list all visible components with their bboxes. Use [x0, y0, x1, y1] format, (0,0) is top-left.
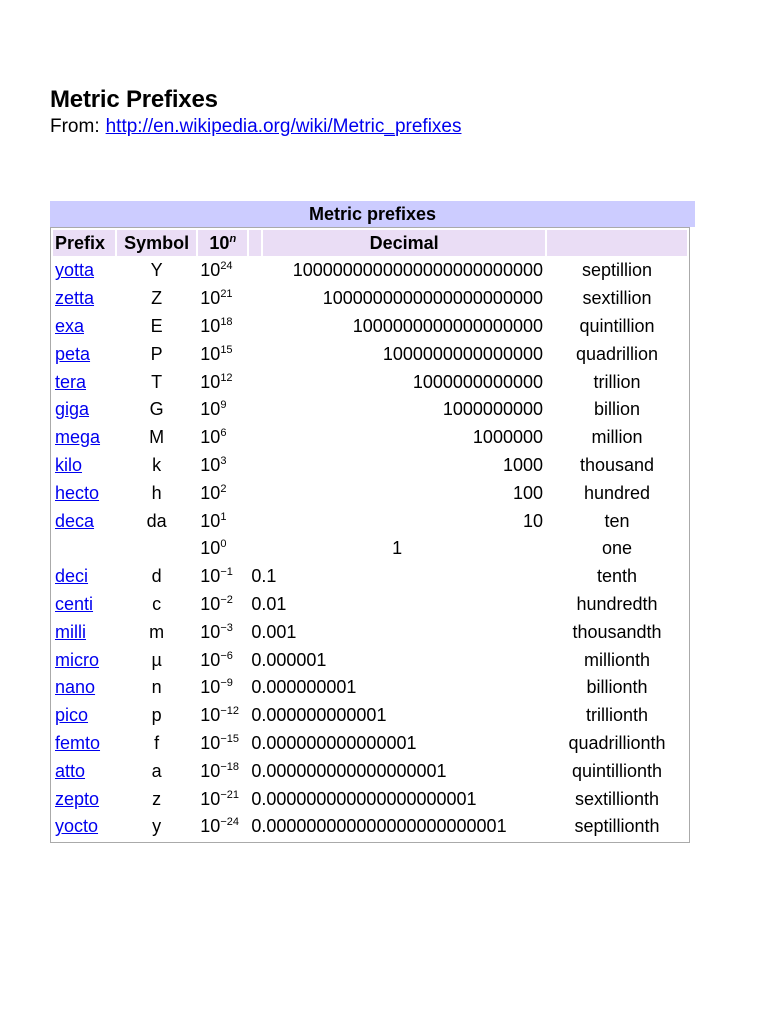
- cell-symbol: a: [151, 760, 162, 781]
- power-base: 10: [200, 399, 221, 420]
- cell-name: billion: [593, 399, 641, 420]
- cell-symbol: k: [152, 454, 162, 475]
- header-power-base: 10: [209, 232, 230, 253]
- prefix-link[interactable]: zetta: [55, 288, 95, 309]
- power-base: 10: [200, 677, 221, 698]
- table-row: [53, 425, 687, 451]
- cell-name: quintillionth: [571, 760, 663, 781]
- cell-decimal: 1: [392, 538, 403, 559]
- prefix-link[interactable]: deci: [55, 566, 89, 587]
- cell-symbol: E: [150, 315, 163, 336]
- cell-decimal: 1000000000: [442, 399, 543, 420]
- cell-decimal: 1000000000000000000: [352, 315, 543, 336]
- cell-symbol: c: [152, 593, 162, 614]
- cell-name: hundredth: [576, 593, 658, 614]
- cell-power: [198, 564, 247, 590]
- table-row: [53, 314, 687, 340]
- metric-prefixes-table-wrap: [50, 201, 695, 843]
- page-title: Metric Prefixes: [50, 86, 218, 113]
- cell-power: [198, 286, 247, 312]
- power-exponent: −9: [220, 677, 233, 690]
- cell-name: trillion: [593, 371, 641, 392]
- power-base: 10: [200, 760, 221, 781]
- cell-symbol: h: [151, 482, 162, 503]
- cell-name: quadrillion: [575, 343, 659, 364]
- table-row: [53, 341, 687, 367]
- power-exponent: 12: [220, 371, 233, 384]
- cell-prefix: [53, 536, 115, 562]
- cell-prefix[interactable]: [53, 314, 115, 340]
- header-name[interactable]: [547, 230, 687, 256]
- prefix-link[interactable]: deca: [55, 510, 95, 531]
- cell-decimal: 0.001: [251, 621, 297, 642]
- power-exponent: 24: [220, 260, 233, 273]
- cell-power: [198, 675, 247, 701]
- table-row: [53, 731, 687, 757]
- cell-symbol: f: [154, 732, 160, 753]
- table-row: [53, 703, 687, 729]
- power-base: 10: [200, 816, 221, 837]
- cell-prefix[interactable]: [53, 703, 115, 729]
- cell-power: [198, 647, 247, 673]
- prefix-link[interactable]: exa: [55, 315, 85, 336]
- cell-decimal: 0.1: [251, 566, 277, 587]
- table-row: [53, 786, 687, 812]
- power-base: 10: [200, 427, 221, 448]
- power-exponent: 18: [220, 315, 233, 328]
- power-base: 10: [200, 593, 221, 614]
- header-power[interactable]: [198, 230, 247, 256]
- cell-name: septillionth: [574, 816, 660, 837]
- table-row: [53, 369, 687, 395]
- cell-symbol: µ: [151, 649, 162, 670]
- prefix-link[interactable]: tera: [55, 371, 87, 392]
- power-exponent: −6: [220, 649, 233, 662]
- power-base: 10: [200, 343, 221, 364]
- cell-power: [198, 592, 247, 618]
- cell-name: ten: [604, 510, 630, 531]
- cell-symbol: G: [149, 399, 164, 420]
- table-row: [53, 592, 687, 618]
- cell-name: quadrillionth: [568, 732, 666, 753]
- cell-power: [198, 814, 247, 840]
- power-exponent: −21: [220, 788, 239, 801]
- cell-power: [198, 731, 247, 757]
- header-spacer: [249, 230, 261, 256]
- table-row: [53, 453, 687, 479]
- cell-decimal: 10: [522, 510, 543, 531]
- table-caption: Metric prefixes: [50, 201, 695, 227]
- table-row: [53, 564, 687, 590]
- power-base: 10: [200, 371, 221, 392]
- prefix-link[interactable]: yotta: [55, 260, 95, 281]
- power-exponent: 9: [220, 399, 227, 412]
- power-exponent: 0: [220, 538, 227, 551]
- cell-symbol: M: [149, 427, 165, 448]
- cell-name: millionth: [583, 649, 651, 670]
- power-base: 10: [200, 482, 221, 503]
- cell-decimal: 1000000000000000000000000: [292, 260, 543, 281]
- cell-symbol: p: [151, 705, 162, 726]
- prefix-link[interactable]: atto: [55, 760, 86, 781]
- table-row: [53, 397, 687, 423]
- cell-decimal: 1000000000000: [412, 371, 543, 392]
- prefix-link[interactable]: peta: [55, 343, 91, 364]
- table-row: [53, 536, 687, 562]
- prefix-link[interactable]: giga: [55, 399, 90, 420]
- table-row: [53, 619, 687, 645]
- cell-name: million: [591, 427, 643, 448]
- power-base: 10: [200, 288, 221, 309]
- power-base: 10: [200, 621, 221, 642]
- header-decimal[interactable]: Decimal: [263, 230, 545, 256]
- cell-decimal: 0.000000000000000001: [251, 760, 447, 781]
- prefix-link[interactable]: kilo: [55, 454, 83, 475]
- power-exponent: 1: [220, 510, 227, 523]
- cell-power: [198, 480, 247, 506]
- cell-symbol: P: [150, 343, 163, 364]
- source-label: From:: [50, 116, 100, 137]
- power-base: 10: [200, 566, 221, 587]
- cell-decimal: 1000000000000000000000: [322, 288, 543, 309]
- power-exponent: −15: [220, 732, 239, 745]
- cell-prefix[interactable]: [53, 480, 115, 506]
- power-base: 10: [200, 788, 221, 809]
- cell-prefix[interactable]: [53, 508, 115, 534]
- cell-decimal: 0.000000001: [251, 677, 357, 698]
- cell-power: [198, 536, 247, 562]
- cell-symbol: m: [149, 621, 165, 642]
- cell-prefix[interactable]: [53, 425, 115, 451]
- cell-symbol: d: [151, 566, 162, 587]
- power-base: 10: [200, 315, 221, 336]
- cell-symbol: n: [151, 677, 162, 698]
- metric-prefixes-table: [50, 227, 690, 843]
- cell-name: quintillion: [579, 315, 655, 336]
- cell-name: sextillionth: [574, 788, 660, 809]
- power-exponent: 2: [220, 482, 227, 495]
- table-row: [53, 508, 687, 534]
- cell-power: [198, 786, 247, 812]
- cell-decimal: 100: [512, 482, 543, 503]
- cell-power: [198, 258, 247, 284]
- cell-prefix[interactable]: [53, 453, 115, 479]
- cell-name: septillion: [581, 260, 653, 281]
- cell-name: thousandth: [572, 621, 662, 642]
- cell-symbol: z: [152, 788, 162, 809]
- prefix-link[interactable]: femto: [55, 732, 101, 753]
- cell-prefix[interactable]: [53, 369, 115, 395]
- power-exponent: −12: [220, 705, 239, 718]
- cell-power: [198, 619, 247, 645]
- cell-power: [198, 508, 247, 534]
- cell-prefix[interactable]: [53, 647, 115, 673]
- prefix-link[interactable]: centi: [55, 593, 94, 614]
- power-exponent: −24: [220, 816, 239, 829]
- table-row: [53, 286, 687, 312]
- cell-power: [198, 758, 247, 784]
- cell-prefix[interactable]: [53, 397, 115, 423]
- cell-power: [198, 453, 247, 479]
- cell-name: billionth: [586, 677, 648, 698]
- power-base: 10: [200, 649, 221, 670]
- power-base: 10: [200, 510, 221, 531]
- cell-prefix[interactable]: [53, 731, 115, 757]
- header-power-exp: n: [229, 232, 237, 245]
- power-base: 10: [200, 538, 221, 559]
- prefix-link[interactable]: hecto: [55, 482, 100, 503]
- cell-prefix[interactable]: [53, 286, 115, 312]
- cell-decimal: 0.000000000000000000000001: [251, 816, 507, 837]
- power-exponent: −1: [220, 566, 233, 579]
- source-line: [50, 116, 461, 138]
- cell-decimal: 1000: [502, 454, 543, 475]
- cell-prefix[interactable]: [53, 592, 115, 618]
- prefix-link[interactable]: nano: [55, 677, 96, 698]
- power-base: 10: [200, 260, 221, 281]
- cell-decimal: 1000000: [472, 427, 543, 448]
- table-row: [53, 258, 687, 284]
- header-row: [53, 230, 687, 256]
- cell-prefix[interactable]: [53, 758, 115, 784]
- prefix-link[interactable]: zepto: [55, 788, 100, 809]
- power-exponent: 15: [220, 343, 233, 356]
- cell-prefix[interactable]: [53, 564, 115, 590]
- table-body: [53, 258, 687, 840]
- prefix-link[interactable]: yocto: [55, 816, 99, 837]
- prefix-link[interactable]: micro: [55, 649, 99, 670]
- cell-prefix[interactable]: [53, 675, 115, 701]
- cell-decimal: 0.000000000000001: [251, 732, 417, 753]
- cell-symbol: Z: [151, 288, 163, 309]
- cell-decimal: 0.000000000000000000001: [251, 788, 477, 809]
- table-row: [53, 480, 687, 506]
- table-row: [53, 675, 687, 701]
- table-row: [53, 647, 687, 673]
- cell-name: one: [601, 538, 633, 559]
- cell-name: tenth: [596, 566, 638, 587]
- cell-symbol: Y: [150, 260, 163, 281]
- header-prefix[interactable]: Prefix: [53, 230, 115, 256]
- power-base: 10: [200, 454, 221, 475]
- power-exponent: 3: [220, 454, 227, 467]
- prefix-link[interactable]: pico: [55, 705, 89, 726]
- cell-power: [198, 341, 247, 367]
- power-exponent: 21: [220, 288, 233, 301]
- cell-power: [198, 703, 247, 729]
- cell-decimal: 1000000000000000: [382, 343, 543, 364]
- table-row: [53, 758, 687, 784]
- cell-decimal: 0.01: [251, 593, 287, 614]
- cell-name: trillionth: [585, 705, 649, 726]
- source-link[interactable]: http://en.wikipedia.org/wiki/Metric_prefixes: [105, 116, 462, 137]
- cell-power: [198, 314, 247, 340]
- cell-name: sextillion: [582, 288, 652, 309]
- cell-symbol: da: [146, 510, 167, 531]
- cell-prefix[interactable]: [53, 619, 115, 645]
- power-base: 10: [200, 732, 221, 753]
- power-base: 10: [200, 705, 221, 726]
- cell-decimal: 0.000001: [251, 649, 327, 670]
- cell-power: [198, 425, 247, 451]
- prefix-link[interactable]: milli: [55, 621, 86, 642]
- cell-prefix[interactable]: [53, 341, 115, 367]
- cell-power: [198, 397, 247, 423]
- power-exponent: 6: [220, 427, 227, 440]
- cell-prefix[interactable]: [53, 786, 115, 812]
- cell-decimal: 0.000000000001: [251, 705, 387, 726]
- cell-name: thousand: [579, 454, 655, 475]
- cell-prefix[interactable]: [53, 814, 115, 840]
- cell-power: [198, 369, 247, 395]
- cell-symbol: [117, 536, 196, 562]
- power-exponent: −3: [220, 621, 233, 634]
- cell-name: hundred: [583, 482, 651, 503]
- cell-symbol: T: [151, 371, 163, 392]
- cell-prefix[interactable]: [53, 258, 115, 284]
- cell-symbol: y: [152, 816, 162, 837]
- prefix-link[interactable]: mega: [55, 427, 101, 448]
- power-exponent: −2: [220, 593, 233, 606]
- power-exponent: −18: [220, 760, 239, 773]
- table-row: [53, 814, 687, 840]
- header-symbol[interactable]: Symbol: [117, 230, 196, 256]
